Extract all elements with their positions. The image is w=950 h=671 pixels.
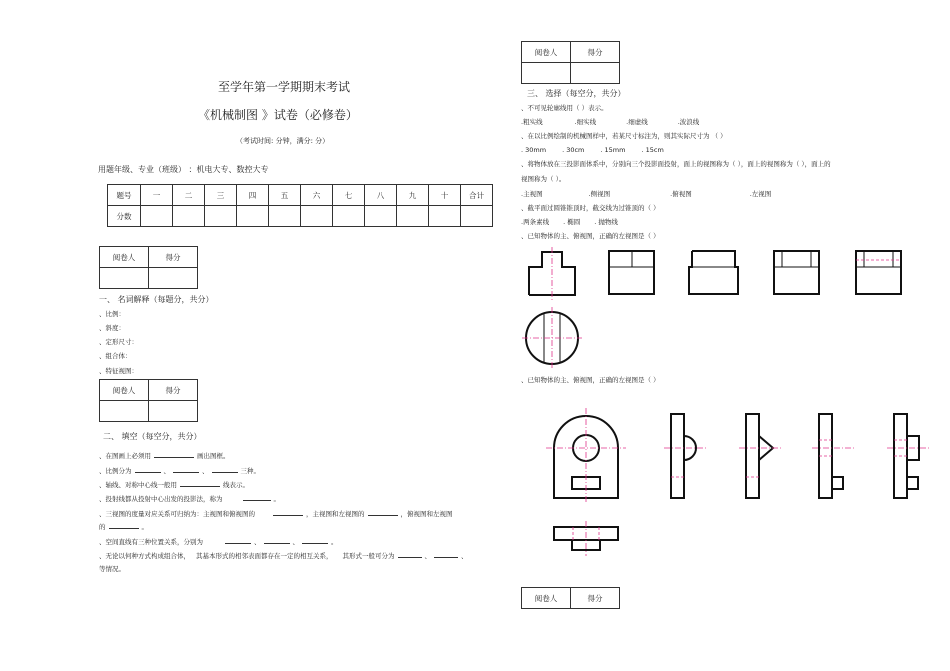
fill-q5-cont xyxy=(99,521,148,531)
option[interactable]: .两条素线 xyxy=(521,218,550,226)
score-cell[interactable] xyxy=(269,206,301,227)
fill-q7-text-c: 其形式一般可分为 xyxy=(342,552,395,560)
q6-top-view xyxy=(554,521,618,556)
q5-option-d[interactable] xyxy=(856,251,901,294)
fill-q2-text: 、比例分为 xyxy=(99,467,132,475)
grader-score-label: 得分 xyxy=(571,588,620,609)
q6-option-a[interactable] xyxy=(664,414,706,498)
choice-q5: 、已知物体的主、俯视图，正确的左视图是（ ） xyxy=(521,232,660,240)
section1-item: 、斜度： xyxy=(99,324,125,332)
score-cell[interactable] xyxy=(173,206,205,227)
score-header-cell: 七 xyxy=(333,185,365,206)
grader-reviewer-label: 阅卷人 xyxy=(522,588,571,609)
fill-blank[interactable] xyxy=(180,479,220,487)
section2-title: 二、 填空（每空分，共分） xyxy=(103,432,202,441)
fill-blank[interactable] xyxy=(398,550,422,558)
exam-info: （考试时间: 分钟，满分: 分） xyxy=(236,137,330,145)
option[interactable]: . 抛物线 xyxy=(594,218,618,226)
grader-reviewer-label: 阅卷人 xyxy=(100,247,149,268)
q6-option-d[interactable] xyxy=(887,414,930,498)
score-header-cell: 二 xyxy=(173,185,205,206)
fill-q6-text: 、空间直线有三种位置关系，分别为 xyxy=(99,538,203,546)
fill-blank[interactable] xyxy=(434,550,458,558)
grader-score-label: 得分 xyxy=(149,380,198,401)
fill-q7-text: 、无论以何种方式构成组合体， xyxy=(99,552,190,560)
section1-item: 、比例： xyxy=(99,310,125,318)
fill-blank[interactable] xyxy=(109,521,139,529)
option[interactable]: .主视图 xyxy=(521,190,543,198)
choice-q6: 、已知物体的主、俯视图，正确的左视图是（ ） xyxy=(521,376,660,384)
grader-box xyxy=(99,246,198,289)
choice-q4: 、截平面过圆锥锥顶时，截交线为过锥顶的（ ） xyxy=(521,204,660,212)
score-header-cell: 题号 xyxy=(108,185,141,206)
q5-option-c[interactable] xyxy=(774,251,819,294)
fill-q5-text: 、三视图的度量对应关系可归纳为：主视图和俯视图的 xyxy=(99,510,255,518)
fill-q2-text-end: 三种。 xyxy=(240,467,260,475)
option[interactable]: . 15cm xyxy=(641,146,664,154)
q6-option-b[interactable] xyxy=(739,414,781,498)
option[interactable]: . 30mm xyxy=(521,146,547,154)
grader-score-label: 得分 xyxy=(149,247,198,268)
q5-top-view xyxy=(522,307,582,369)
option[interactable]: .左视图 xyxy=(749,190,772,198)
fill-q3 xyxy=(99,479,249,489)
fill-q5-text-end: ，俯视图和左视图 xyxy=(400,510,453,518)
q5-option-b[interactable] xyxy=(689,251,738,294)
section1-item: 、组合体： xyxy=(99,352,132,360)
score-cell[interactable] xyxy=(365,206,397,227)
grader-reviewer-cell[interactable] xyxy=(100,268,149,289)
choice-q2-options xyxy=(521,146,664,154)
grader-reviewer-cell[interactable] xyxy=(100,401,149,422)
fill-blank[interactable] xyxy=(154,450,194,458)
fill-blank[interactable] xyxy=(135,465,161,473)
fill-q5 xyxy=(99,508,453,518)
q6-figures xyxy=(540,400,935,580)
fill-blank[interactable] xyxy=(273,508,303,516)
q6-option-c[interactable] xyxy=(812,414,854,498)
fill-q7-text-b: 其基本形式的相邻表面都存在一定的相互关系， xyxy=(196,552,333,560)
option[interactable]: .细虚线 xyxy=(626,118,648,126)
fill-q4-text-end: 。 xyxy=(273,495,280,503)
score-cell[interactable] xyxy=(333,206,365,227)
q6-front-view xyxy=(546,408,626,504)
fill-q6: 、空间直线有三种位置关系，分别为 、 、 。 xyxy=(99,538,338,546)
q5-front-view xyxy=(529,247,575,300)
fill-q5-text-cont: 的 xyxy=(99,523,106,531)
score-cell[interactable] xyxy=(205,206,237,227)
choice-q4-options xyxy=(521,217,618,226)
score-header-cell: 六 xyxy=(301,185,333,206)
grader-score-cell[interactable] xyxy=(149,401,198,422)
score-header-cell: 合计 xyxy=(461,185,493,206)
score-header-cell: 十 xyxy=(429,185,461,206)
grader-box xyxy=(521,587,620,609)
choice-q3: 、将物体放在三投影面体系中，分别向三个投影面投射，面上的视图称为（ ），面上的视图称为（ ），面上的 xyxy=(521,160,831,168)
option[interactable]: .细实线 xyxy=(574,118,597,126)
grader-box xyxy=(99,379,198,422)
score-header-cell: 三 xyxy=(205,185,237,206)
score-header-cell: 四 xyxy=(237,185,269,206)
choice-q1-options xyxy=(521,117,699,126)
score-header-cell: 九 xyxy=(397,185,429,206)
fill-q4 xyxy=(99,493,280,503)
score-header-cell: 一 xyxy=(141,185,173,206)
fill-q5-text-final: 。 xyxy=(141,523,148,531)
score-row-label: 分数 xyxy=(108,206,141,227)
score-cell[interactable] xyxy=(461,206,493,227)
fill-q4-text: 、投射线都从投射中心出发的投影法，称为 xyxy=(99,495,223,503)
fill-q1-text-end: 画出图框。 xyxy=(197,452,230,460)
fill-blank[interactable] xyxy=(368,508,398,516)
fill-q7: 、无论以何种方式构成组合体， 其基本形式的相邻表面都存在一定的相互关系， 其形式一般可分为 、 、 xyxy=(99,552,468,560)
section1-title: 一、 名词解释（每题分，共分） xyxy=(99,295,214,304)
section1-item: 、定形尺寸： xyxy=(99,338,138,346)
fill-q7-cont: 等情况。 xyxy=(99,565,125,573)
score-header-cell: 八 xyxy=(365,185,397,206)
option[interactable]: . 30cm xyxy=(562,146,585,154)
q5-option-a[interactable] xyxy=(609,251,654,294)
score-table xyxy=(107,184,493,227)
fill-blank[interactable] xyxy=(225,536,251,544)
choice-q2: 、在以比例绘制的机械图样中，若某尺寸标注为，则其实际尺寸为 （ ） xyxy=(521,132,727,140)
score-cell[interactable] xyxy=(301,206,333,227)
score-cell[interactable] xyxy=(237,206,269,227)
fill-blank[interactable] xyxy=(173,465,199,473)
section1-item: 、特征视图： xyxy=(99,367,138,375)
fill-blank[interactable] xyxy=(243,493,271,501)
fill-q3-text-end: 线表示。 xyxy=(223,481,249,489)
fill-blank[interactable] xyxy=(212,465,238,473)
exam-subtitle: 《机械制图 》试卷（必修卷） xyxy=(198,108,358,122)
grader-reviewer-label: 阅卷人 xyxy=(522,42,571,63)
grader-box xyxy=(521,41,620,84)
exam-audience: 用题年级、专业（班级） ：机电大专、数控大专 xyxy=(98,165,269,174)
option[interactable]: . 椭圆 xyxy=(563,218,581,226)
option[interactable]: .侧视图 xyxy=(588,190,611,198)
option[interactable]: . 15mm xyxy=(600,146,626,154)
fill-q2: 、比例分为 、 、 三种。 xyxy=(99,467,260,475)
choice-q3-options xyxy=(521,189,771,198)
grader-score-cell[interactable] xyxy=(571,63,620,84)
fill-q5-text-mid: ，主视图和左视图的 xyxy=(306,510,365,518)
fill-q1-text: 、在图画上必须用 xyxy=(99,452,151,460)
exam-title: 至学年第一学期期末考试 xyxy=(218,80,351,94)
grader-reviewer-cell[interactable] xyxy=(522,63,571,84)
option[interactable]: .粗实线 xyxy=(521,118,543,126)
score-cell[interactable] xyxy=(141,206,173,227)
q5-figures xyxy=(520,244,930,374)
fill-q1 xyxy=(99,450,230,460)
choice-q3-cont: 视图称为（ ）。 xyxy=(521,175,566,183)
score-header-cell: 五 xyxy=(269,185,301,206)
score-cell[interactable] xyxy=(429,206,461,227)
fill-blank[interactable] xyxy=(302,536,328,544)
option[interactable]: .俯视图 xyxy=(670,190,692,198)
choice-q1: 、不可见轮廓线用（ ）表示。 xyxy=(521,104,608,112)
option[interactable]: .波浪线 xyxy=(677,118,700,126)
grader-score-label: 得分 xyxy=(571,42,620,63)
grader-score-cell[interactable] xyxy=(149,268,198,289)
section3-title: 三、 选择（每空分，共分） xyxy=(527,89,626,98)
score-cell[interactable] xyxy=(397,206,429,227)
fill-q3-text: 、轴线、对称中心线一般用 xyxy=(99,481,177,489)
grader-reviewer-label: 阅卷人 xyxy=(100,380,149,401)
fill-blank[interactable] xyxy=(264,536,290,544)
